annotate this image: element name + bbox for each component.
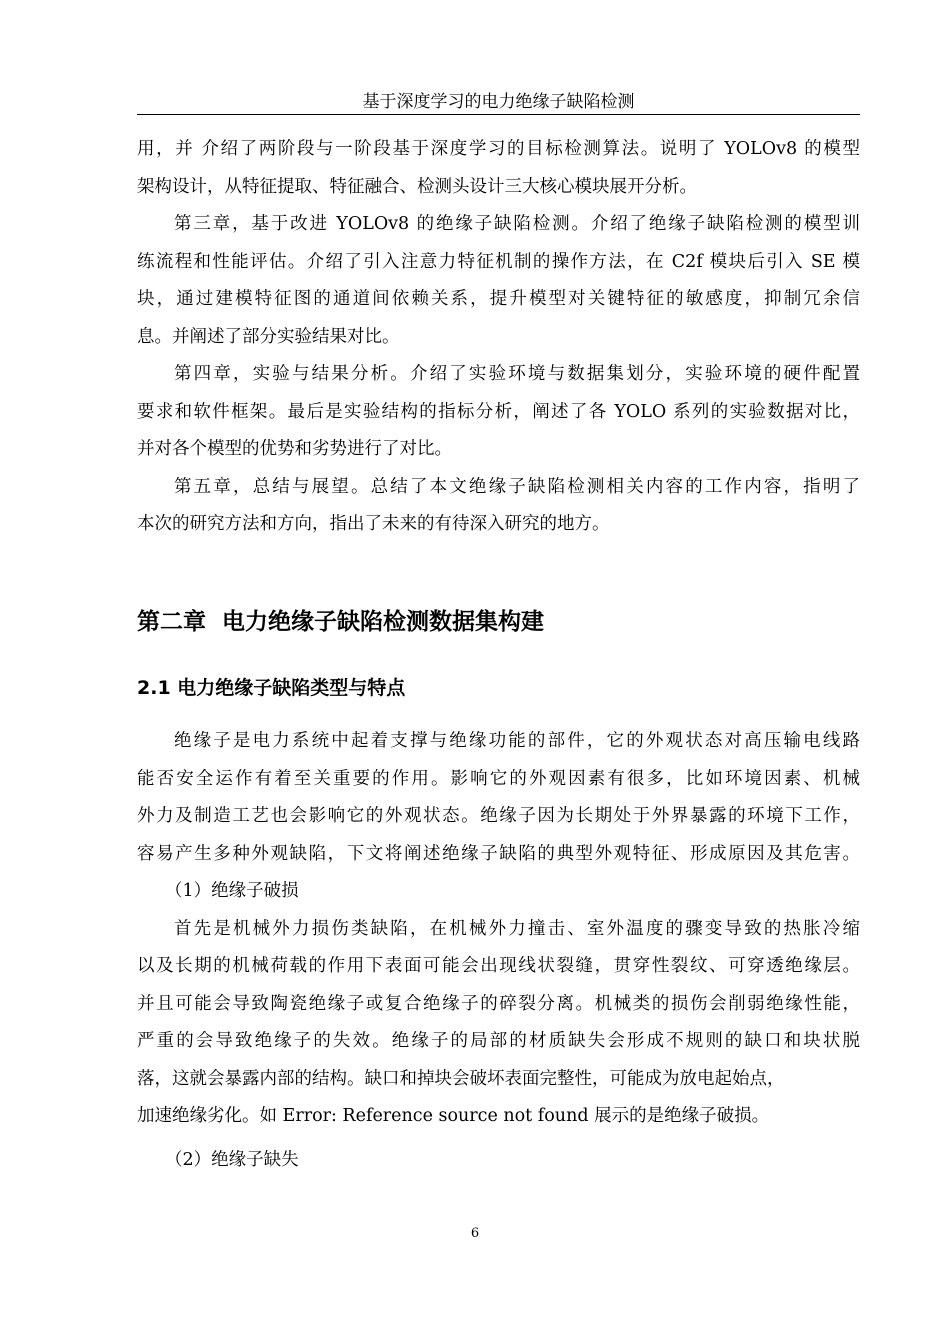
text-line: 加速绝缘劣化。如 Error: Reference source not found 展示的是绝缘子破损。 xyxy=(137,1106,770,1126)
text-line: 第五章，总结与展望。总结了本文绝缘子缺陷检测相关内容的工作内容，指明了 xyxy=(174,476,860,497)
text-line: 严重的会导致绝缘子的失效。绝缘子的局部的材质缺失会形成不规则的缺口和块状脱 xyxy=(137,1031,860,1051)
chapter-overview-section xyxy=(137,131,860,544)
running-header: 基于深度学习的电力绝缘子缺陷检测 xyxy=(362,92,635,112)
text-line: 外力及制造工艺也会影响它的外观状态。绝缘子因为长期处于外界暴露的环境下工作， xyxy=(137,806,860,826)
text-line: 落，这就会暴露内部的结构。缺口和掉块会破坏表面完整性，可能成为放电起始点， xyxy=(137,1068,785,1089)
text-line: 第四章，实验与结果分析。介绍了实验环境与数据集划分，实验环境的硬件配置 xyxy=(174,364,860,384)
list-item-heading: （2）绝缘子缺失 xyxy=(165,1149,299,1170)
text-line: 并对各个模型的优势和劣势进行了对比。 xyxy=(137,439,452,459)
text-line: 容易产生多种外观缺陷，下文将阐述绝缘子缺陷的典型外观特征、形成原因及其危害。 xyxy=(137,843,860,864)
text-line: 以及长期的机械荷载的作用下表面可能会出现线状裂缝，贯穿性裂纹、可穿透绝缘层。 xyxy=(137,956,860,976)
text-line: 要求和软件框架。最后是实验结构的指标分析，阐述了各 YOLO 系列的实验数据对比， xyxy=(137,401,860,422)
text-line: 息。并阐述了部分实验结果对比。 xyxy=(137,326,400,347)
text-line: 首先是机械外力损伤类缺陷，在机械外力撞击、室外温度的骤变导致的热胀冷缩 xyxy=(174,918,860,939)
text-line: 能否安全运作有着至关重要的作用。影响它的外观因素有很多，比如环境因素、机械 xyxy=(137,768,860,789)
text-line: 用，并 介绍了两阶段与一阶段基于深度学习的目标检测算法。说明了 YOLOv8 的模型 xyxy=(137,139,860,159)
defect-types-section xyxy=(137,723,860,1179)
text-line: 架构设计，从特征提取、特征融合、检测头设计三大核心模块展开分析。 xyxy=(137,176,697,197)
list-item-heading: （1）绝缘子破损 xyxy=(165,881,299,901)
header-rule xyxy=(137,114,860,115)
page-number: 6 xyxy=(470,1226,480,1241)
text-line: 本次的研究方法和方向，指出了未来的有待深入研究的地方。 xyxy=(137,514,610,534)
chapter-heading: 第二章 电力绝缘子缺陷检测数据集构建 xyxy=(137,609,545,635)
text-line: 绝缘子是电力系统中起着支撑与绝缘功能的部件，它的外观状态对高压输电线路 xyxy=(174,731,860,751)
text-line: 练流程和性能评估。介绍了引入注意力特征机制的操作方法，在 C2f 模块后引入 SE 模 xyxy=(137,251,860,272)
text-line: 块，通过建模特征图的通道间依赖关系，提升模型对关键特征的敏感度，抑制冗余信 xyxy=(137,289,860,309)
text-line: 第三章，基于改进 YOLOv8 的绝缘子缺陷检测。介绍了绝缘子缺陷检测的模型训 xyxy=(174,214,860,234)
text-line: 并且可能会导致陶瓷绝缘子或复合绝缘子的碎裂分离。机械类的损伤会削弱绝缘性能， xyxy=(137,993,860,1014)
section-heading: 2.1 电力绝缘子缺陷类型与特点 xyxy=(137,677,406,699)
